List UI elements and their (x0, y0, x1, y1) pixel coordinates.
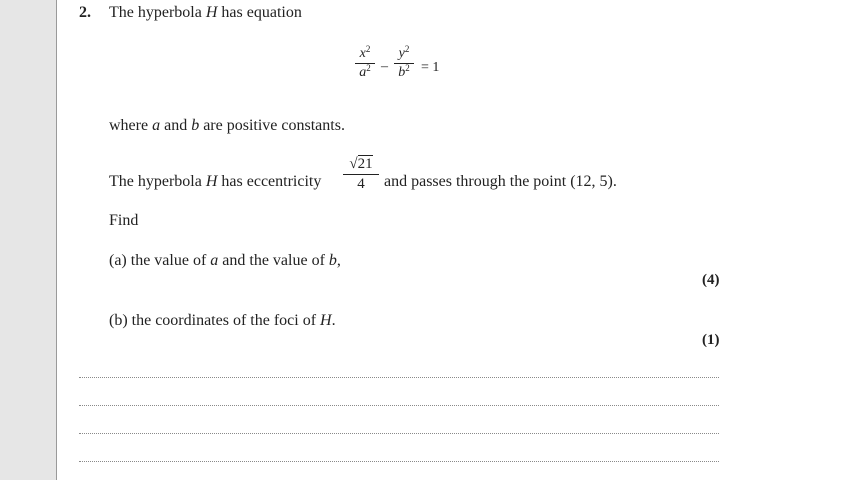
eq-y-exp: 2 (404, 44, 410, 54)
question-number: 2. (79, 4, 91, 21)
equation-fraction-y (394, 44, 414, 80)
intro-suffix: has equation (217, 4, 302, 21)
part-b-suffix: . (331, 312, 336, 329)
eq-a-exp: 2 (366, 63, 371, 73)
question-intro (109, 5, 302, 21)
part-b (109, 313, 336, 329)
eccentricity-line-end: and passes through the point (12, 5). (384, 173, 617, 190)
constants-prefix: where (109, 117, 153, 134)
answer-line (79, 433, 719, 434)
eq-a: a (359, 65, 367, 80)
part-a-marks: (4) (702, 272, 720, 288)
eq-b: b (398, 65, 406, 80)
eq-x: x (359, 46, 366, 61)
intro-symbol: H (205, 4, 218, 21)
part-a-mid: and the value of (218, 252, 329, 269)
ecc-denominator: 4 (357, 176, 365, 192)
equation-fraction-x (355, 44, 375, 80)
answer-line (79, 405, 719, 406)
constants-suffix: are positive constants. (199, 117, 345, 134)
part-b-marks: (1) (702, 332, 720, 348)
part-a-var-b: b (328, 252, 337, 269)
page-margin (753, 0, 850, 480)
part-a-var-a: a (210, 252, 219, 269)
constants-line (109, 118, 345, 134)
ecc-symbol: H (205, 173, 218, 190)
ecc-mid: has eccentricity (217, 173, 322, 190)
eq-x-exp: 2 (365, 44, 371, 54)
constants-mid: and (160, 117, 192, 134)
part-b-symbol: H (320, 312, 332, 329)
part-a (109, 253, 341, 269)
ecc-radical: √ (349, 156, 358, 172)
eccentricity-line-start (109, 174, 321, 190)
eq-y: y (398, 46, 405, 61)
part-a-prefix: (a) the value of (109, 252, 211, 269)
find-label: Find (109, 212, 139, 229)
eccentricity-fraction (343, 157, 379, 192)
equation-minus: – (381, 59, 388, 74)
part-a-suffix: , (336, 252, 341, 269)
answer-line (79, 461, 719, 462)
ecc-prefix: The hyperbola (109, 173, 206, 190)
eq-b-exp: 2 (405, 63, 410, 73)
part-b-prefix: (b) the coordinates of the foci of (109, 312, 321, 329)
intro-prefix: The hyperbola (109, 4, 206, 21)
answer-line (79, 377, 719, 378)
constants-var-a: a (152, 117, 161, 134)
equation-rhs: = 1 (421, 60, 440, 75)
constants-var-b: b (191, 117, 200, 134)
ecc-radicand: 21 (357, 156, 373, 172)
